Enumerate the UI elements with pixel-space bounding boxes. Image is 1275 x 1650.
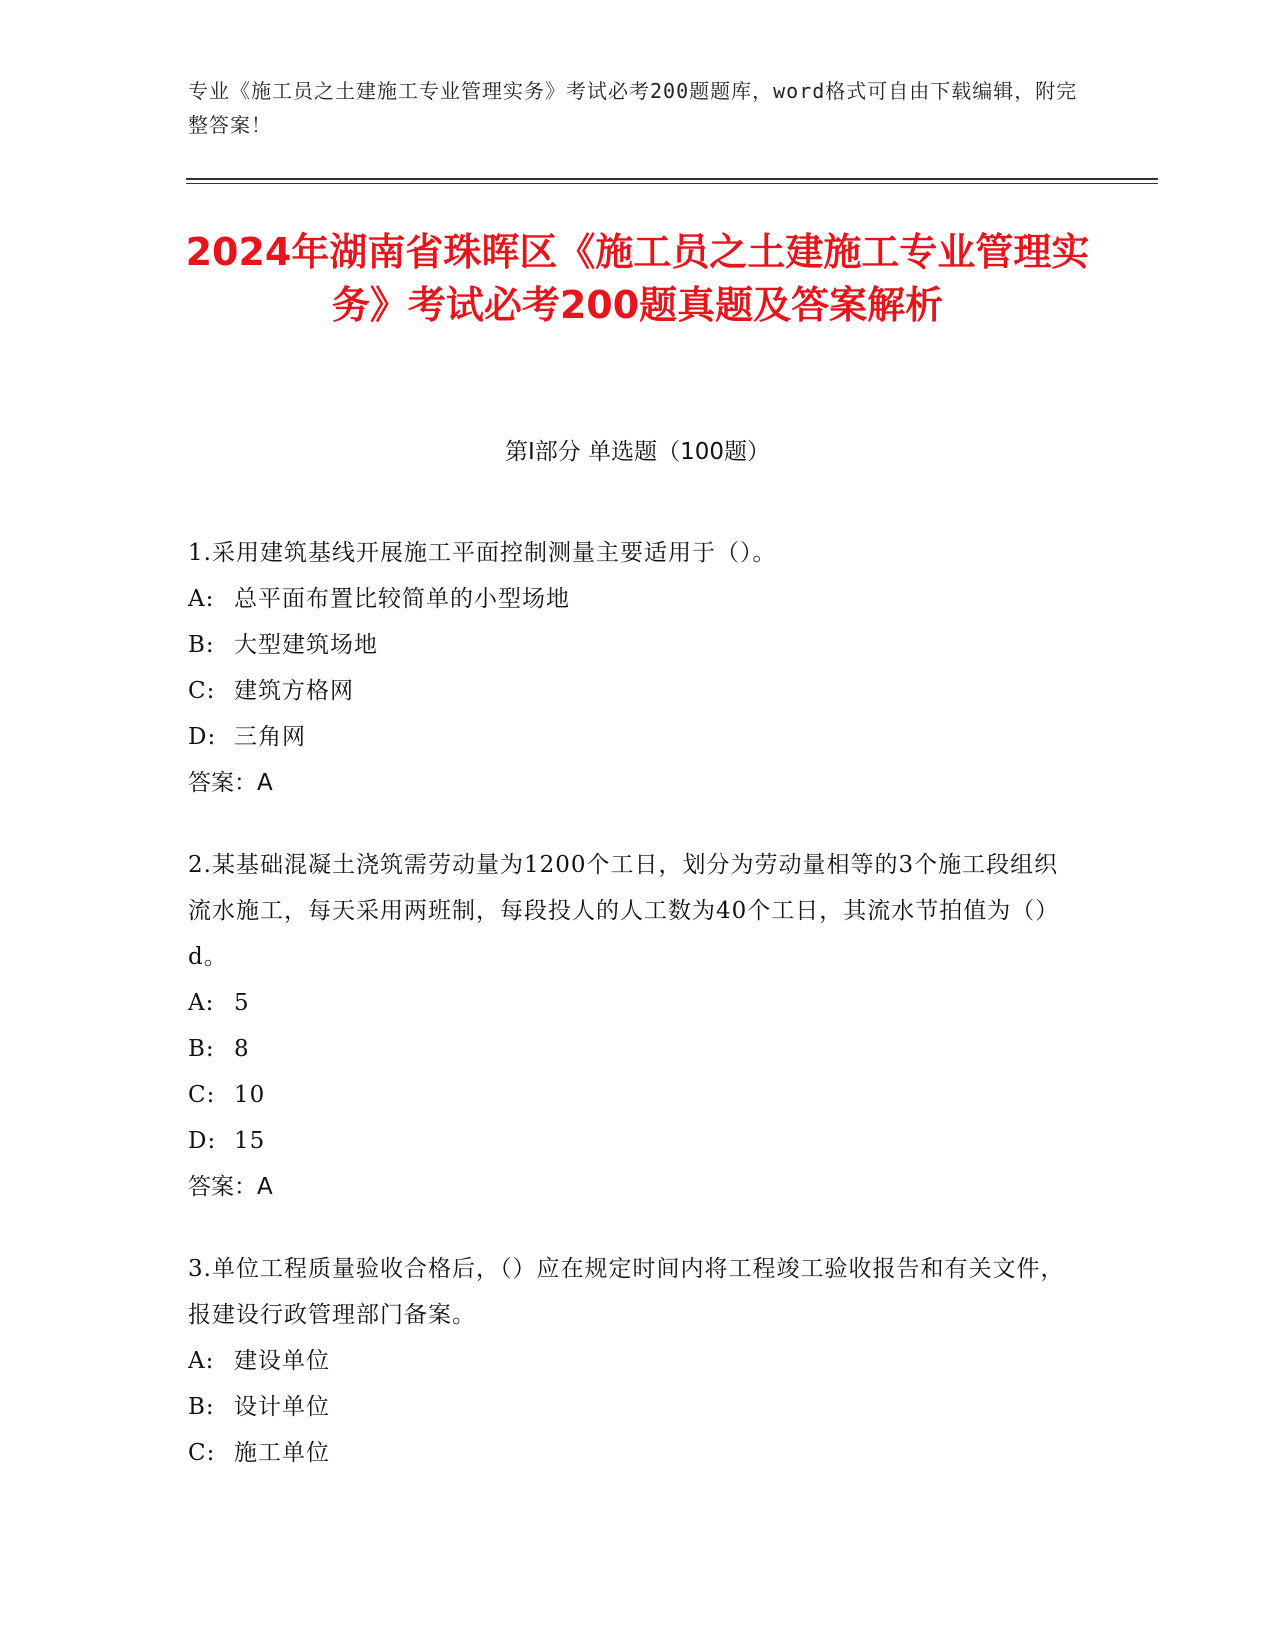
option-text: 设计单位 [234,1394,330,1420]
option-text: 5 [234,990,250,1016]
question-stem: 1.采用建筑基线开展施工平面控制测量主要适用于（）。 [188,540,777,566]
option-b [188,622,1078,668]
option-text: 建设单位 [234,1348,330,1374]
option-key: A: [188,990,215,1016]
option-text: 大型建筑场地 [234,632,378,658]
option-key: B: [188,1036,215,1062]
option-text: 施工单位 [234,1440,330,1466]
question-stem: 3.单位工程质量验收合格后，（）应在规定时间内将工程竣工验收报告和有关文件，报建设行政管理部门备案。 [188,1256,1065,1328]
option-text: 8 [234,1036,250,1062]
answer: 答案：A [188,1174,273,1200]
document-title: 2024年湖南省珠晖区《施工员之土建施工专业管理实务》考试必考200题真题及答案解析 [185,230,1090,327]
option-key: D: [188,1128,217,1154]
option-text: 10 [234,1082,266,1108]
option-c [188,668,1078,714]
option-text: 15 [234,1128,266,1154]
option-d [188,1118,1078,1164]
option-a [188,576,1078,622]
option-a [188,980,1078,1026]
option-c [188,1072,1078,1118]
header-divider [186,178,1158,180]
question-1 [188,530,1078,806]
header-divider-thin [186,183,1158,184]
option-key: C: [188,678,216,704]
question-3 [188,1246,1078,1476]
question-2 [188,842,1078,1210]
option-text: 三角网 [234,724,306,750]
option-key: A: [188,586,215,612]
option-d [188,714,1078,760]
option-key: C: [188,1440,216,1466]
option-text: 总平面布置比较简单的小型场地 [234,586,570,612]
option-a [188,1338,1078,1384]
header-note: 专业《施工员之土建施工专业管理实务》考试必考200题题库，word格式可自由下载编辑，附完整答案！ [188,79,1078,137]
option-b [188,1384,1078,1430]
answer: 答案：A [188,770,273,796]
option-b [188,1026,1078,1072]
option-key: C: [188,1082,216,1108]
option-text: 建筑方格网 [234,678,354,704]
section-title: 第Ⅰ部分 单选题（100题） [505,439,770,465]
question-stem: 2.某基础混凝土浇筑需劳动量为1200个工日，划分为劳动量相等的3个施工段组织流水施工，每天采用两班制，每段投人的人工数为40个工日，其流水节拍值为（）d。 [188,852,1060,970]
option-key: D: [188,724,217,750]
option-key: B: [188,632,215,658]
option-key: B: [188,1394,215,1420]
option-c [188,1430,1078,1476]
option-key: A: [188,1348,215,1374]
question-list [188,530,1078,1512]
